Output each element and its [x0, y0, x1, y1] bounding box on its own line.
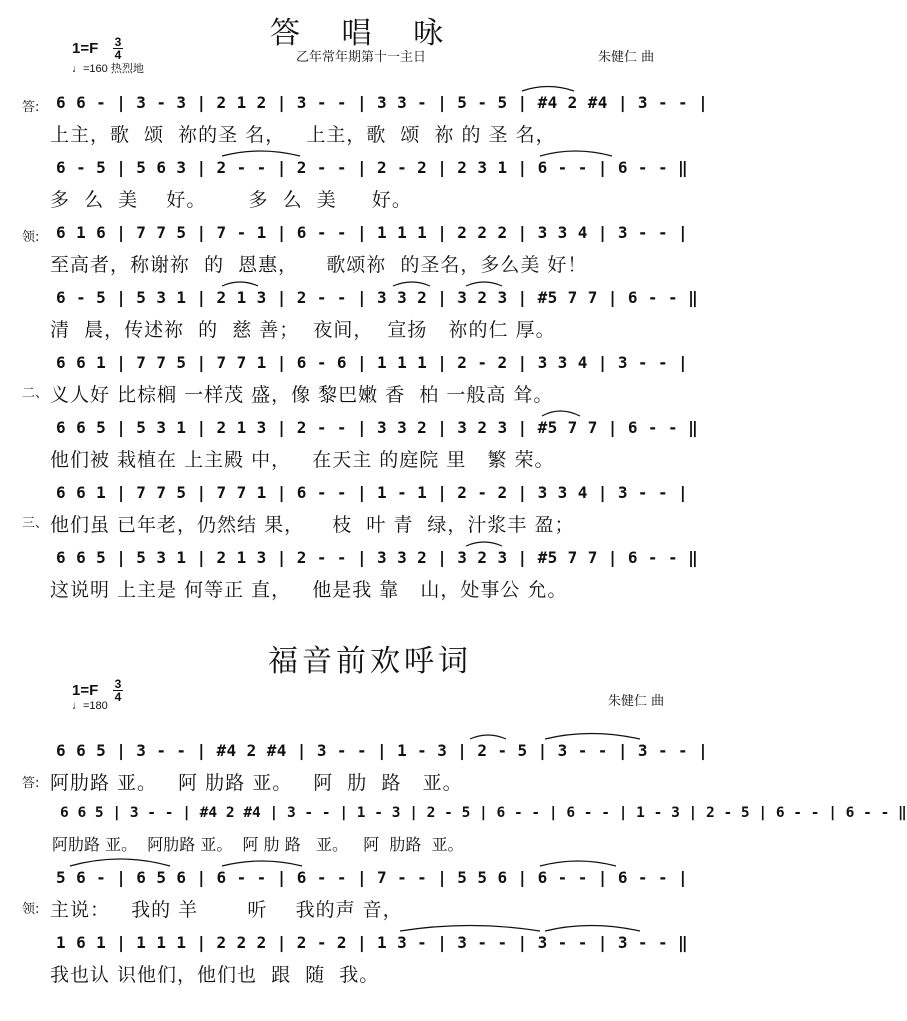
- song1-line7-part: 三、: [22, 516, 49, 531]
- song1-line3-lyrics: 至高者，称谢祢 的 恩惠， 歌颂祢 的圣名，多么美 好！: [50, 254, 588, 276]
- song1-line1-notes: 6 6 - | 3 - 3 | 2 1 2 | 3 - - | 3 3 - | 5 - 5 | #4 2 #4 | 3 - - |: [56, 93, 709, 112]
- song1-line6-notes: 6 6 5 | 5 3 1 | 2 1 3 | 2 - - | 3 3 2 | 3 2 3 | #5 7 7 | 6 - - ‖: [56, 418, 699, 437]
- song2-composer: 朱健仁 曲: [608, 694, 665, 709]
- slur-song2-line1: [470, 735, 506, 739]
- song2-line4-notes: 5 6 - | 6 5 6 | 6 - - | 6 - - | 7 - - | 5 5 6 | 6 - - | 6 - - |: [56, 868, 689, 887]
- song1-line3-part: 领:: [22, 230, 40, 245]
- slur-song1-line1: [522, 87, 574, 92]
- slur-song2-line4-a: [70, 859, 170, 866]
- song1-line8-notes: 6 6 5 | 5 3 1 | 2 1 3 | 2 - - | 3 3 2 | 3 2 3 | #5 7 7 | 6 - - ‖: [56, 548, 699, 567]
- song2-key: 1=F: [72, 682, 99, 699]
- song2-time-bottom: 4: [114, 690, 122, 704]
- song1-line5-lyrics: 义人好 比棕榈 一样茂 盛，像 黎巴嫩 香 柏 一般高 耸。: [50, 384, 554, 406]
- song1-time-signature: [112, 36, 124, 61]
- song2-line5-lyrics: 我也认 识他们，他们也 跟 随 我。: [50, 964, 380, 986]
- tie-song2-line4-b: [222, 861, 302, 866]
- song2-time-top: 3: [114, 677, 122, 691]
- slur-song1-line6: [542, 411, 580, 416]
- song2-line4-part: 领:: [22, 902, 40, 917]
- tie-song2-line1: [545, 734, 640, 740]
- song1-line4-notes: 6 - 5 | 5 3 1 | 2 1 3 | 2 - - | 3 3 2 | 3 2 3 | #5 7 7 | 6 - - ‖: [56, 288, 699, 307]
- song1-time-bottom: 4: [114, 48, 122, 62]
- song2-tempo: ♩=180: [72, 700, 108, 712]
- slur-song1-line4-a: [222, 282, 258, 286]
- song1-line6-lyrics: 他们被 栽植在 上主殿 中， 在天主 的庭院 里 繁 荣。: [50, 449, 555, 471]
- song2-time-signature: [112, 678, 124, 703]
- song2-line2-lyrics: 阿肋路 亚。 阿 肋路 亚。 阿 肋 路 亚。: [50, 772, 463, 794]
- song1-tempo: ♩=160 热烈地: [72, 63, 144, 75]
- tie-song1-line2-a: [222, 151, 300, 156]
- song2-line2-part: 答:: [22, 776, 40, 791]
- song2-line3-lyrics: 阿肋路 亚。 阿肋路 亚。 阿 肋 路 亚。 阿 肋路 亚。: [52, 835, 464, 854]
- tie-song2-line4-c: [540, 861, 616, 866]
- song1-composer: 朱健仁 曲: [598, 50, 655, 65]
- song1-key: 1=F: [72, 40, 99, 57]
- song2-title: 福音前欢呼词: [268, 644, 472, 679]
- song1-line1-lyrics: 上主，歌 颂 祢的圣 名， 上主，歌 颂 祢 的 圣 名，: [50, 124, 556, 146]
- song1-time-top: 3: [114, 35, 122, 49]
- slur-song1-line4-c: [466, 282, 502, 286]
- song1-line4-lyrics: 清 晨，传述祢 的 慈 善； 夜间， 宣扬 祢的仁 厚。: [50, 319, 556, 341]
- song1-line7-lyrics: 他们虽 已年老，仍然结 果， 枝 叶 青 绿，汁浆丰 盈；: [50, 514, 575, 536]
- song1-line5-part: 二、: [22, 386, 49, 401]
- song2-line3-notes: 6 6 5 | 3 - - | #4 2 #4 | 3 - - | 1 - 3 | 2 - 5 | 6 - - | 6 - - | 1 - 3 | 2 - 5 | 6 - - | 6 - - ‖: [60, 805, 907, 821]
- song1-line7-notes: 6 6 1 | 7 7 5 | 7 7 1 | 6 - - | 1 - 1 | 2 - 2 | 3 3 4 | 3 - - |: [56, 483, 689, 502]
- tie-song2-line5-b: [545, 926, 640, 932]
- song1-line2-lyrics: 多 么 美 好。 多 么 美 好。: [50, 189, 412, 211]
- song1-line1-part: 答:: [22, 100, 40, 115]
- song2-line5-notes: 1 6 1 | 1 1 1 | 2 2 2 | 2 - 2 | 1 3 - | 3 - - | 3 - - | 3 - - ‖: [56, 933, 689, 952]
- song1-line3-notes: 6 1 6 | 7 7 5 | 7 - 1 | 6 - - | 1 1 1 | 2 2 2 | 3 3 4 | 3 - - |: [56, 223, 689, 242]
- song2-line1-notes: 6 6 5 | 3 - - | #4 2 #4 | 3 - - | 1 - 3 | 2 - 5 | 3 - - | 3 - - |: [56, 741, 709, 760]
- tie-song2-line5-a: [400, 926, 540, 932]
- song1-subtitle: 乙年常年期第十一主日: [296, 50, 427, 65]
- song1-line5-notes: 6 6 1 | 7 7 5 | 7 7 1 | 6 - 6 | 1 1 1 | 2 - 2 | 3 3 4 | 3 - - |: [56, 353, 689, 372]
- song1-line2-notes: 6 - 5 | 5 6 3 | 2 - - | 2 - - | 2 - 2 | 2 3 1 | 6 - - | 6 - - ‖: [56, 158, 689, 177]
- song2-line4-lyrics: 主说： 我的 羊 听 我的声 音，: [50, 899, 403, 921]
- song1-line8-lyrics: 这说明 上主是 何等正 直， 他是我 靠 山，处事公 允。: [50, 579, 568, 601]
- slur-song1-line8: [466, 542, 502, 546]
- song1-title: 答 唱 咏: [270, 16, 460, 51]
- tie-song1-line2-b: [540, 151, 612, 156]
- slur-song1-line4-b: [393, 282, 430, 286]
